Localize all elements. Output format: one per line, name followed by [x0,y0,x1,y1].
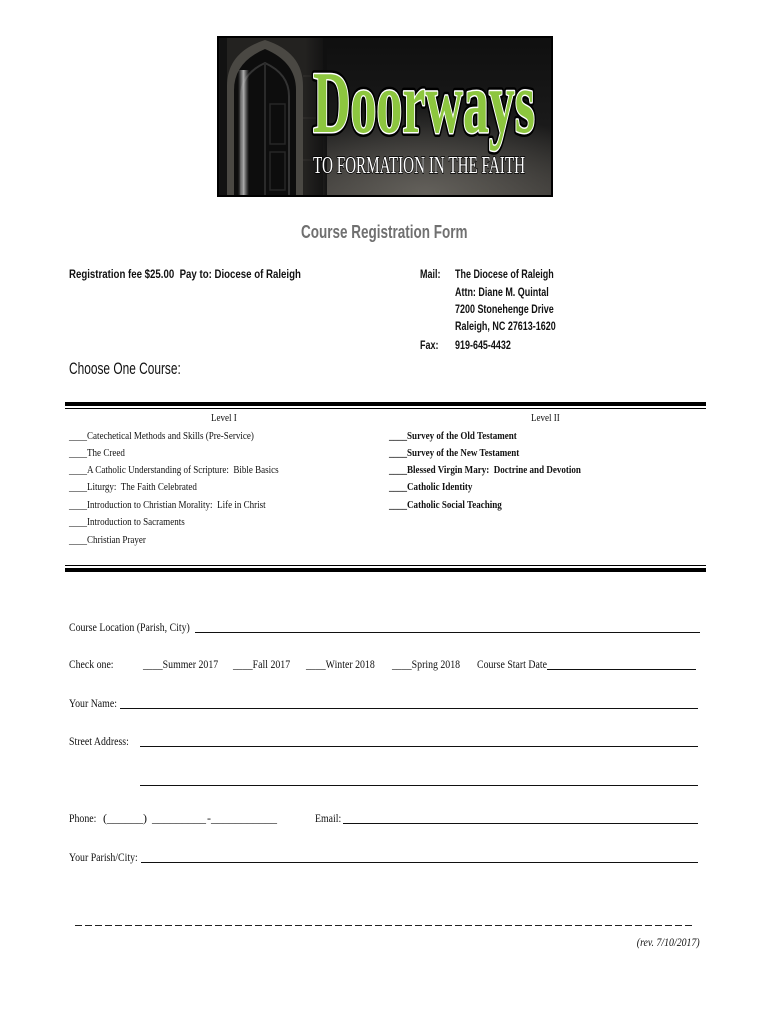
phone-label: Phone: [69,811,97,825]
choose-course-heading: Choose One Course: [69,359,181,378]
form-title: Course Registration Form [301,222,468,242]
fax-number: 919-645-4432 [455,340,511,352]
doorway-image [217,36,327,197]
parish-city-label: Your Parish/City: [69,850,138,864]
fax-label: Fax: [420,340,439,352]
term-option-spring[interactable]: ____Spring 2018 [392,657,461,671]
mail-address-line: The Diocese of Raleigh [455,269,554,281]
check-one-label: Check one: [69,657,114,671]
term-option-fall[interactable]: ____Fall 2017 [233,657,291,671]
doorways-logo [217,36,553,197]
parish-city-field[interactable] [141,862,698,863]
phone-prefix-field[interactable]: _________ [152,811,206,825]
email-label: Email: [315,811,342,825]
course-option-level-2[interactable]: ____Survey of the Old Testament [389,430,517,442]
course-option-level-2[interactable]: ____Catholic Identity [389,481,473,493]
course-location-label: Course Location (Parish, City) [69,620,190,634]
course-option-level-1[interactable]: ____The Creed [69,447,125,459]
course-box-bottom-rule [65,565,706,572]
dashed-cut-line [75,924,693,927]
revision-date: (rev. 7/10/2017) [637,935,700,949]
course-option-level-1[interactable]: ____Liturgy: The Faith Celebrated [69,481,197,493]
logo-tagline: TO FORMATION IN THE FAITH [313,153,525,179]
logo-wordmark-outline: Doorways [313,55,535,152]
your-name-field[interactable] [120,708,698,709]
your-name-label: Your Name: [69,696,117,710]
street-address-label: Street Address: [69,734,129,748]
course-option-level-1[interactable]: ____Introduction to Christian Morality: Life in Christ [69,499,266,511]
term-option-winter[interactable]: ____Winter 2018 [306,657,375,671]
logo-wordmark: Doorways [313,55,535,152]
course-option-level-1[interactable]: ____Catechetical Methods and Skills (Pre-Service) [69,430,254,442]
course-option-level-1[interactable]: ____Christian Prayer [69,534,146,546]
course-start-date-label: Course Start Date [477,657,547,671]
course-box-top-rule [65,402,706,409]
course-location-field[interactable] [195,632,700,633]
course-option-level-2[interactable]: ____Catholic Social Teaching [389,499,502,511]
phone-area-code-field[interactable]: (______) [103,811,147,825]
street-address-field-line-2[interactable] [140,785,698,786]
mail-address-line: Attn: Diane M. Quintal [455,287,549,299]
mail-address-line: 7200 Stonehenge Drive [455,304,554,316]
level-1-heading: Level I [211,412,237,424]
phone-line-field[interactable]: -___________ [207,811,277,825]
course-option-level-2[interactable]: ____Blessed Virgin Mary: Doctrine and Devotion [389,464,581,476]
light-shaft [238,70,249,197]
street-address-field[interactable] [140,746,698,747]
term-option-summer[interactable]: ____Summer 2017 [143,657,219,671]
email-field[interactable] [343,823,698,824]
mail-label: Mail: [420,269,441,281]
course-option-level-2[interactable]: ____Survey of the New Testament [389,447,520,459]
course-start-date-field[interactable] [547,669,696,670]
course-option-level-1[interactable]: ____A Catholic Understanding of Scripture: Bible Basics [69,464,279,476]
level-2-heading: Level II [531,412,560,424]
registration-fee-line: Registration fee $25.00 Pay to: Diocese of Raleigh [69,269,301,281]
mail-address-line: Raleigh, NC 27613-1620 [455,321,556,333]
course-option-level-1[interactable]: ____Introduction to Sacraments [69,516,185,528]
